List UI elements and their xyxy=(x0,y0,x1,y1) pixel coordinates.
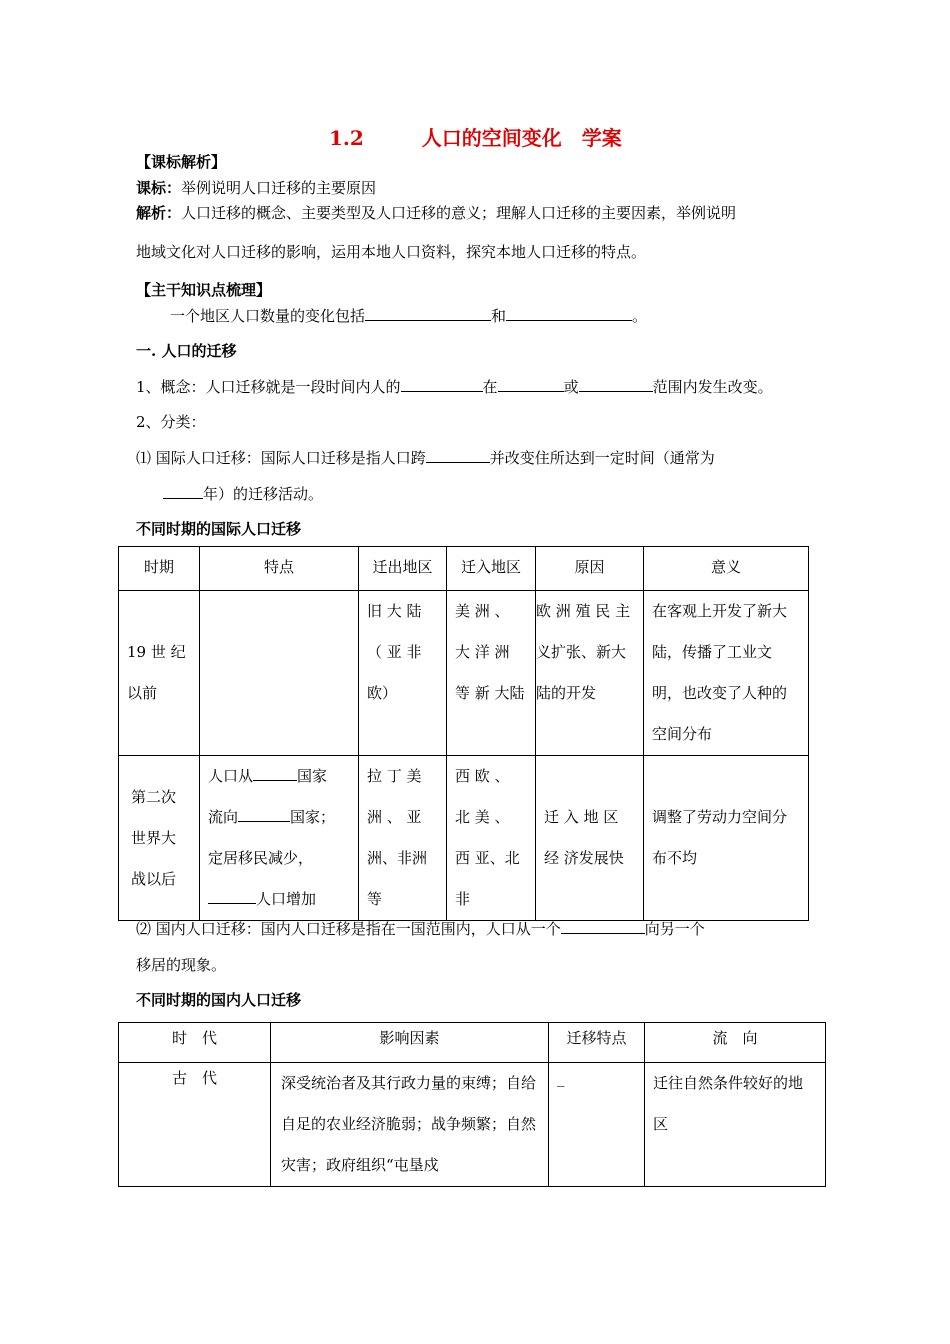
t1-header-from: 迁出地区 xyxy=(359,547,447,591)
table-row xyxy=(119,756,809,921)
intro-blank-2[interactable] xyxy=(506,306,632,321)
jiexi-line2: 地域文化对人口迁移的影响，运用本地人口资料，探究本地人口迁移的特点。 xyxy=(136,243,647,261)
table-row xyxy=(119,591,809,756)
concept-prefix: 1、概念：人口迁移就是一段时间内人的 xyxy=(136,378,401,396)
concept-blank-3[interactable] xyxy=(579,377,653,392)
intl-blank-2[interactable] xyxy=(163,484,203,499)
t1-r2-reason: 迁 入 地 区 经 济发展快 xyxy=(536,756,644,921)
t1-header-reason: 原因 xyxy=(536,547,644,591)
t1-r2-blank-3[interactable] xyxy=(208,889,256,904)
t1-r2-to: 西 欧 、 北 美 、 西 亚、北非 xyxy=(447,756,536,921)
t1-r2-blank-2[interactable] xyxy=(238,807,290,822)
concept-line xyxy=(136,377,773,397)
intro-line xyxy=(170,306,647,326)
t1-r2-feature-line3: 定居移民减少， xyxy=(208,849,314,867)
jiexi-label: 解析： xyxy=(136,204,182,222)
t1-r2-f2-pre: 流向 xyxy=(208,808,239,826)
table1-caption: 不同时期的国际人口迁移 xyxy=(136,520,302,538)
intro-before: 一个地区人口数量的变化包括 xyxy=(170,307,366,325)
page-title xyxy=(329,126,622,150)
t1-r2-f1-post: 国家 xyxy=(297,767,328,785)
t1-header-meaning: 意义 xyxy=(644,547,809,591)
section-knowledge: 【主干知识点梳理】 xyxy=(136,281,272,299)
kebiao-text: 举例说明人口迁移的主要原因 xyxy=(181,179,377,197)
concept-blank-2[interactable] xyxy=(498,377,564,392)
t1-r1-from: 旧 大 陆 （ 亚 非 欧） xyxy=(359,591,447,756)
t1-r2-feature xyxy=(200,756,359,921)
t1-r1-reason: 欧 洲 殖 民 主 义扩张、新大 陆的开发 xyxy=(536,591,644,756)
domestic-suffix: 向另一个 xyxy=(644,920,705,938)
t2-r1-direction: 迁往自然条件较好的地区 xyxy=(645,1063,826,1187)
t1-header-period: 时期 xyxy=(119,547,200,591)
t2-r1-factors: 深受统治者及其行政力量的束缚；自给自足的农业经济脆弱；战争频繁；自然灾害；政府组织“屯垦戍 xyxy=(271,1063,549,1187)
domestic-blank-1[interactable] xyxy=(561,919,645,934)
domestic-line1 xyxy=(136,919,705,939)
t2-header-feature: 迁移特点 xyxy=(549,1023,645,1063)
t1-r2-feature-line4 xyxy=(208,879,350,920)
t1-r2-f4-post: 人口增加 xyxy=(256,890,317,908)
domestic-line2: 移居的现象。 xyxy=(136,956,227,974)
kebiao-line xyxy=(136,178,376,198)
t2-r1-feature: _ xyxy=(549,1063,645,1187)
t1-r2-from: 拉 丁 美 洲 、 亚 洲、非洲 等 xyxy=(359,756,447,921)
t1-r1-to: 美 洲 、 大 洋 洲 等 新 大陆 xyxy=(447,591,536,756)
t1-r2-f2-post: 国家； xyxy=(290,808,336,826)
jiexi-line1 xyxy=(136,203,736,223)
t2-r1-era: 古 代 xyxy=(119,1063,271,1187)
jiexi-text1: 人口迁移的概念、主要类型及人口迁移的意义；理解人口迁移的主要因素，举例说明 xyxy=(181,204,737,222)
concept-mid2: 或 xyxy=(563,378,579,396)
t1-r1-period: 19 世 纪 以前 xyxy=(119,591,200,756)
intl-migration-table xyxy=(118,546,809,921)
heading-one: 一. 人口的迁移 xyxy=(136,342,237,360)
table-row xyxy=(119,1063,826,1187)
intl-line2 xyxy=(163,484,323,504)
table2-caption: 不同时期的国内人口迁移 xyxy=(136,991,302,1009)
concept-suffix: 范围内发生改变。 xyxy=(652,378,773,396)
table1-header-row xyxy=(119,547,809,591)
t2-header-factors: 影响因素 xyxy=(271,1023,549,1063)
intro-blank-1[interactable] xyxy=(365,306,491,321)
t2-header-direction: 流 向 xyxy=(645,1023,826,1063)
intl-suffix: 并改变住所达到一定时间（通常为 xyxy=(489,449,715,467)
t2-header-era: 时 代 xyxy=(119,1023,271,1063)
domestic-prefix: ⑵ 国内人口迁移：国内人口迁移是指在一国范围内，人口从一个 xyxy=(136,920,561,938)
concept-mid1: 在 xyxy=(482,378,498,396)
section-kebiao-jiexi: 【课标解析】 xyxy=(136,153,227,171)
kebiao-label: 课标： xyxy=(136,179,182,197)
t1-r1-feature xyxy=(200,591,359,756)
intl-line1 xyxy=(136,448,715,468)
classification-line: 2、分类： xyxy=(136,413,206,431)
t1-header-to: 迁入地区 xyxy=(447,547,536,591)
t1-r2-f1-pre: 人口从 xyxy=(208,767,254,785)
domestic-migration-table xyxy=(118,1022,826,1187)
intl-line2-suffix: 年）的迁移活动。 xyxy=(203,485,324,503)
t1-r2-period: 第二次 世界大 战以后 xyxy=(119,756,200,921)
title-text: 人口的空间变化 学案 xyxy=(421,126,622,150)
title-number: 1.2 xyxy=(329,126,364,150)
table2-header-row xyxy=(119,1023,826,1063)
t1-r2-meaning: 调整了劳动力空间分布不均 xyxy=(644,756,809,921)
t1-r2-blank-1[interactable] xyxy=(253,766,297,781)
intl-prefix: ⑴ 国际人口迁移：国际人口迁移是指人口跨 xyxy=(136,449,426,467)
intl-blank-1[interactable] xyxy=(426,448,490,463)
t1-r2-feature-line1 xyxy=(208,756,350,797)
concept-blank-1[interactable] xyxy=(401,377,483,392)
t1-r1-meaning: 在客观上开发了新大陆，传播了工业文明，也改变了人种的空间分布 xyxy=(644,591,809,756)
t1-r2-feature-line2 xyxy=(208,797,350,838)
intro-after: 。 xyxy=(632,307,648,325)
intro-middle: 和 xyxy=(491,307,507,325)
t1-header-feature: 特点 xyxy=(200,547,359,591)
